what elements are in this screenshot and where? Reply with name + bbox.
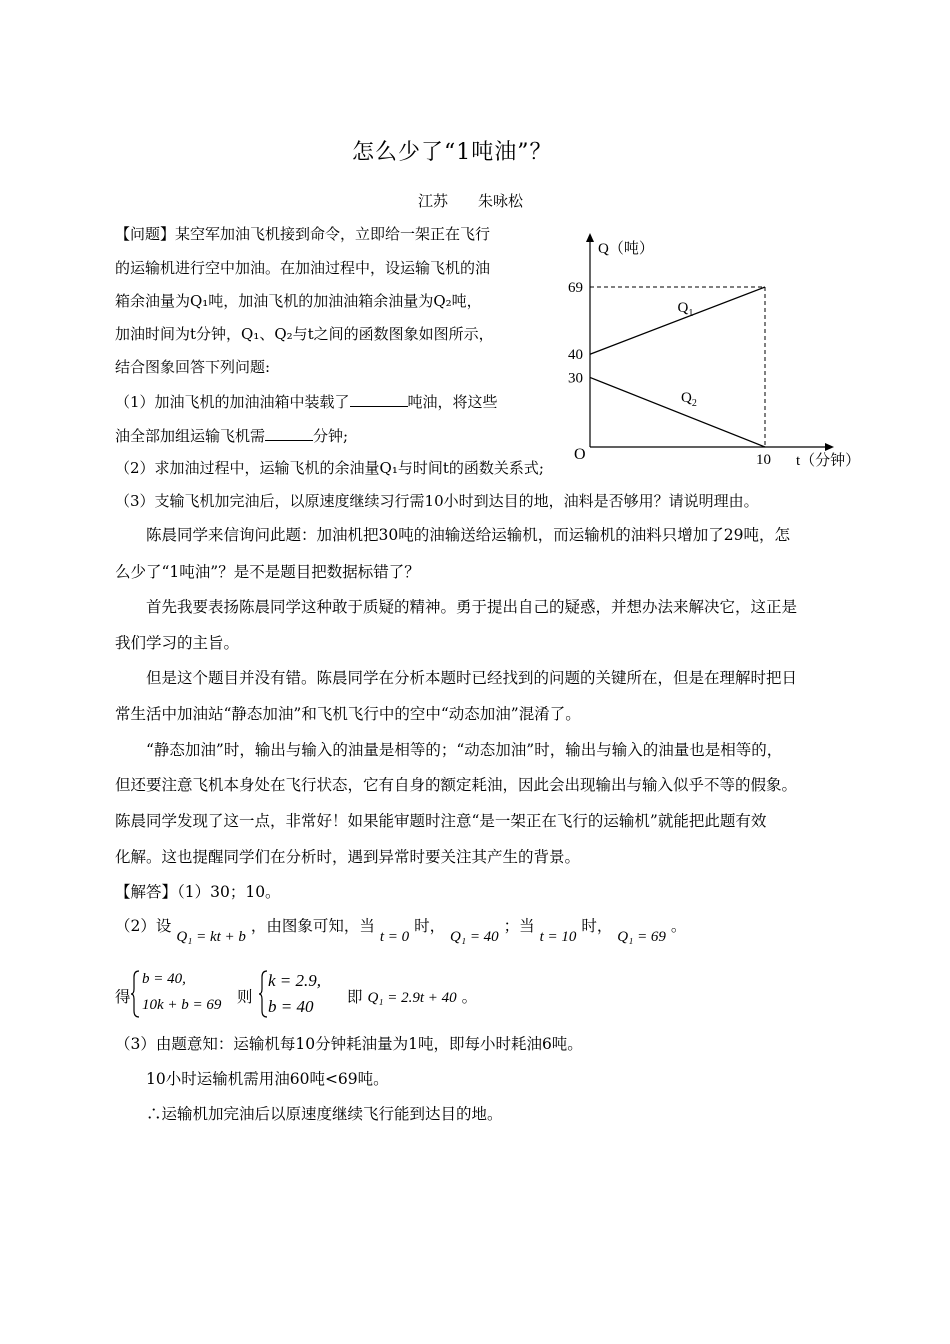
value-q69: Q₁ = 69 bbox=[617, 929, 666, 945]
y-axis-arrow bbox=[586, 233, 594, 242]
system-then: 则 bbox=[237, 988, 253, 1006]
function-graph bbox=[540, 225, 880, 475]
problem-line-1: 【问题】某空军加油飞机接到命令，立即给一架正在飞行 bbox=[115, 225, 491, 243]
system-end: 。 bbox=[461, 988, 478, 1006]
y-axis-label: Q（吨） bbox=[598, 241, 654, 257]
answer-3-line-3: ∴运输机加完油后以原速度继续飞行能到达目的地。 bbox=[146, 1105, 503, 1123]
question-2: （2）求加油过程中，运输飞机的余油量Q₁与时间t的函数关系式; bbox=[115, 459, 544, 477]
answer-2-prefix: （2）设 bbox=[115, 917, 172, 935]
equation-q1: Q₁ = kt + b bbox=[176, 929, 246, 945]
paragraph-4-line-2: 但还要注意飞机本身处在飞行状态，它有自身的额定耗油，因此会出现输出与输入似乎不等的假象。 bbox=[115, 776, 798, 794]
paragraph-2-line-2: 我们学习的主旨。 bbox=[115, 634, 240, 652]
paragraph-4-line-1: “静态加油”时，输出与输入的油量是相等的；“动态加油”时，输出与输入的油量也是相等的， bbox=[146, 741, 783, 759]
question-1-part-b: 吨油，将这些 bbox=[407, 393, 498, 411]
answer-blank-2 bbox=[265, 424, 313, 441]
paragraph-1-line-1: 陈晨同学来信询问此题：加油机把30吨的油输送给运输机，而运输机的油料只增加了29吨，怎 bbox=[146, 526, 790, 544]
problem-line-3: 箱余油量为Q₁吨，加油飞机的加油油箱余油量为Q₂吨， bbox=[115, 292, 482, 310]
question-1-part-a: （1）加油飞机的加油油箱中装载了 bbox=[115, 393, 350, 411]
system-1-line-2: 10k + b = 69 bbox=[142, 997, 222, 1013]
system-ie: 即 bbox=[347, 988, 363, 1006]
problem-line-2: 的运输机进行空中加油。在加油过程中，设运输飞机的油 bbox=[115, 259, 491, 277]
author: 江苏 朱咏松 bbox=[418, 192, 524, 210]
question-1-part-c: 油全部加组运输飞机需 bbox=[115, 427, 266, 445]
system-2-line-2: b = 40 bbox=[268, 997, 314, 1016]
series-label-q1 bbox=[678, 300, 694, 319]
answer-2-when2: 时， bbox=[581, 917, 613, 935]
series-label-base: Q bbox=[681, 390, 692, 407]
problem-line-4: 加油时间为t分钟，Q₁、Q₂与t之间的函数图象如图所示， bbox=[115, 325, 494, 343]
answer-2 bbox=[115, 914, 686, 948]
series-label-sub: 2 bbox=[691, 398, 697, 410]
question-1-cont bbox=[115, 424, 348, 446]
answer-2-end: 。 bbox=[670, 917, 687, 935]
answer-3-line-1: （3）由题意知：运输机每10分钟耗油量为1吨，即每小时耗油6吨。 bbox=[115, 1035, 583, 1053]
series-line-q1 bbox=[590, 287, 765, 354]
series-label-q2 bbox=[681, 390, 697, 409]
answer-2-mid: ，由图象可知，当 bbox=[250, 917, 375, 935]
paragraph-2-line-1: 首先我要表扬陈晨同学这种敢于质疑的精神。勇于提出自己的疑惑，并想办法来解决它，这正是 bbox=[146, 598, 798, 616]
y-tick-label-69: 69 bbox=[568, 280, 583, 296]
page-title: 怎么少了“1吨油”？ bbox=[352, 140, 553, 165]
series-line-q2 bbox=[590, 377, 765, 447]
answer-3-line-2: 10小时运输机需用油60吨<69吨。 bbox=[146, 1070, 389, 1088]
paragraph-3-line-1: 但是这个题目并没有错。陈晨同学在分析本题时已经找到的问题的关键所在，但是在理解时把日 bbox=[146, 669, 798, 687]
answer-blank-1 bbox=[350, 390, 408, 407]
paragraph-3-line-2: 常生活中加油站“静态加油”和飞机飞行中的空中“动态加油”混淆了。 bbox=[115, 705, 581, 723]
system-prefix: 得 bbox=[115, 988, 131, 1006]
question-1-part-d: 分钟; bbox=[313, 427, 349, 445]
x-tick-label-10: 10 bbox=[756, 452, 771, 468]
value-q40: Q₁ = 40 bbox=[450, 929, 499, 945]
origin-label: O bbox=[574, 446, 586, 463]
system-result: Q₁ = 2.9t + 40 bbox=[367, 990, 457, 1006]
series-label-base: Q bbox=[677, 299, 689, 316]
system-result-line bbox=[347, 985, 477, 1007]
series-label-sub: 1 bbox=[688, 307, 694, 319]
y-tick-label-40: 40 bbox=[568, 347, 583, 364]
y-tick-label-30: 30 bbox=[568, 370, 583, 387]
answer-2-when: 时， bbox=[414, 917, 446, 935]
system-1-line-1: b = 40, bbox=[142, 971, 186, 987]
system-2-line-1: k = 2.9, bbox=[268, 971, 322, 990]
brace-1 bbox=[131, 969, 141, 1019]
paragraph-4-line-4: 化解。这也提醒同学们在分析时，遇到异常时要关注其产生的背景。 bbox=[115, 848, 581, 866]
problem-line-5: 结合图象回答下列问题: bbox=[115, 358, 271, 376]
answer-1: 【解答】（1）30；10。 bbox=[115, 883, 281, 901]
x-axis-arrow bbox=[825, 443, 834, 451]
x-axis-label: t（分钟） bbox=[796, 453, 861, 469]
condition-t0: t = 0 bbox=[379, 929, 410, 945]
question-1 bbox=[115, 390, 498, 412]
condition-t10: t = 10 bbox=[539, 929, 577, 945]
question-3: （3）支输飞机加完油后，以原速度继续习行需10小时到达目的地，油料是否够用？请说明理由。 bbox=[115, 492, 759, 510]
paragraph-4-line-3: 陈晨同学发现了这一点，非常好！如果能审题时注意“是一架正在飞行的运输机”就能把此题有效 bbox=[115, 812, 767, 830]
answer-2-sep: ；当 bbox=[503, 917, 535, 935]
paragraph-1-line-2: 么少了“1吨油”？是不是题目把数据标错了？ bbox=[115, 563, 420, 581]
